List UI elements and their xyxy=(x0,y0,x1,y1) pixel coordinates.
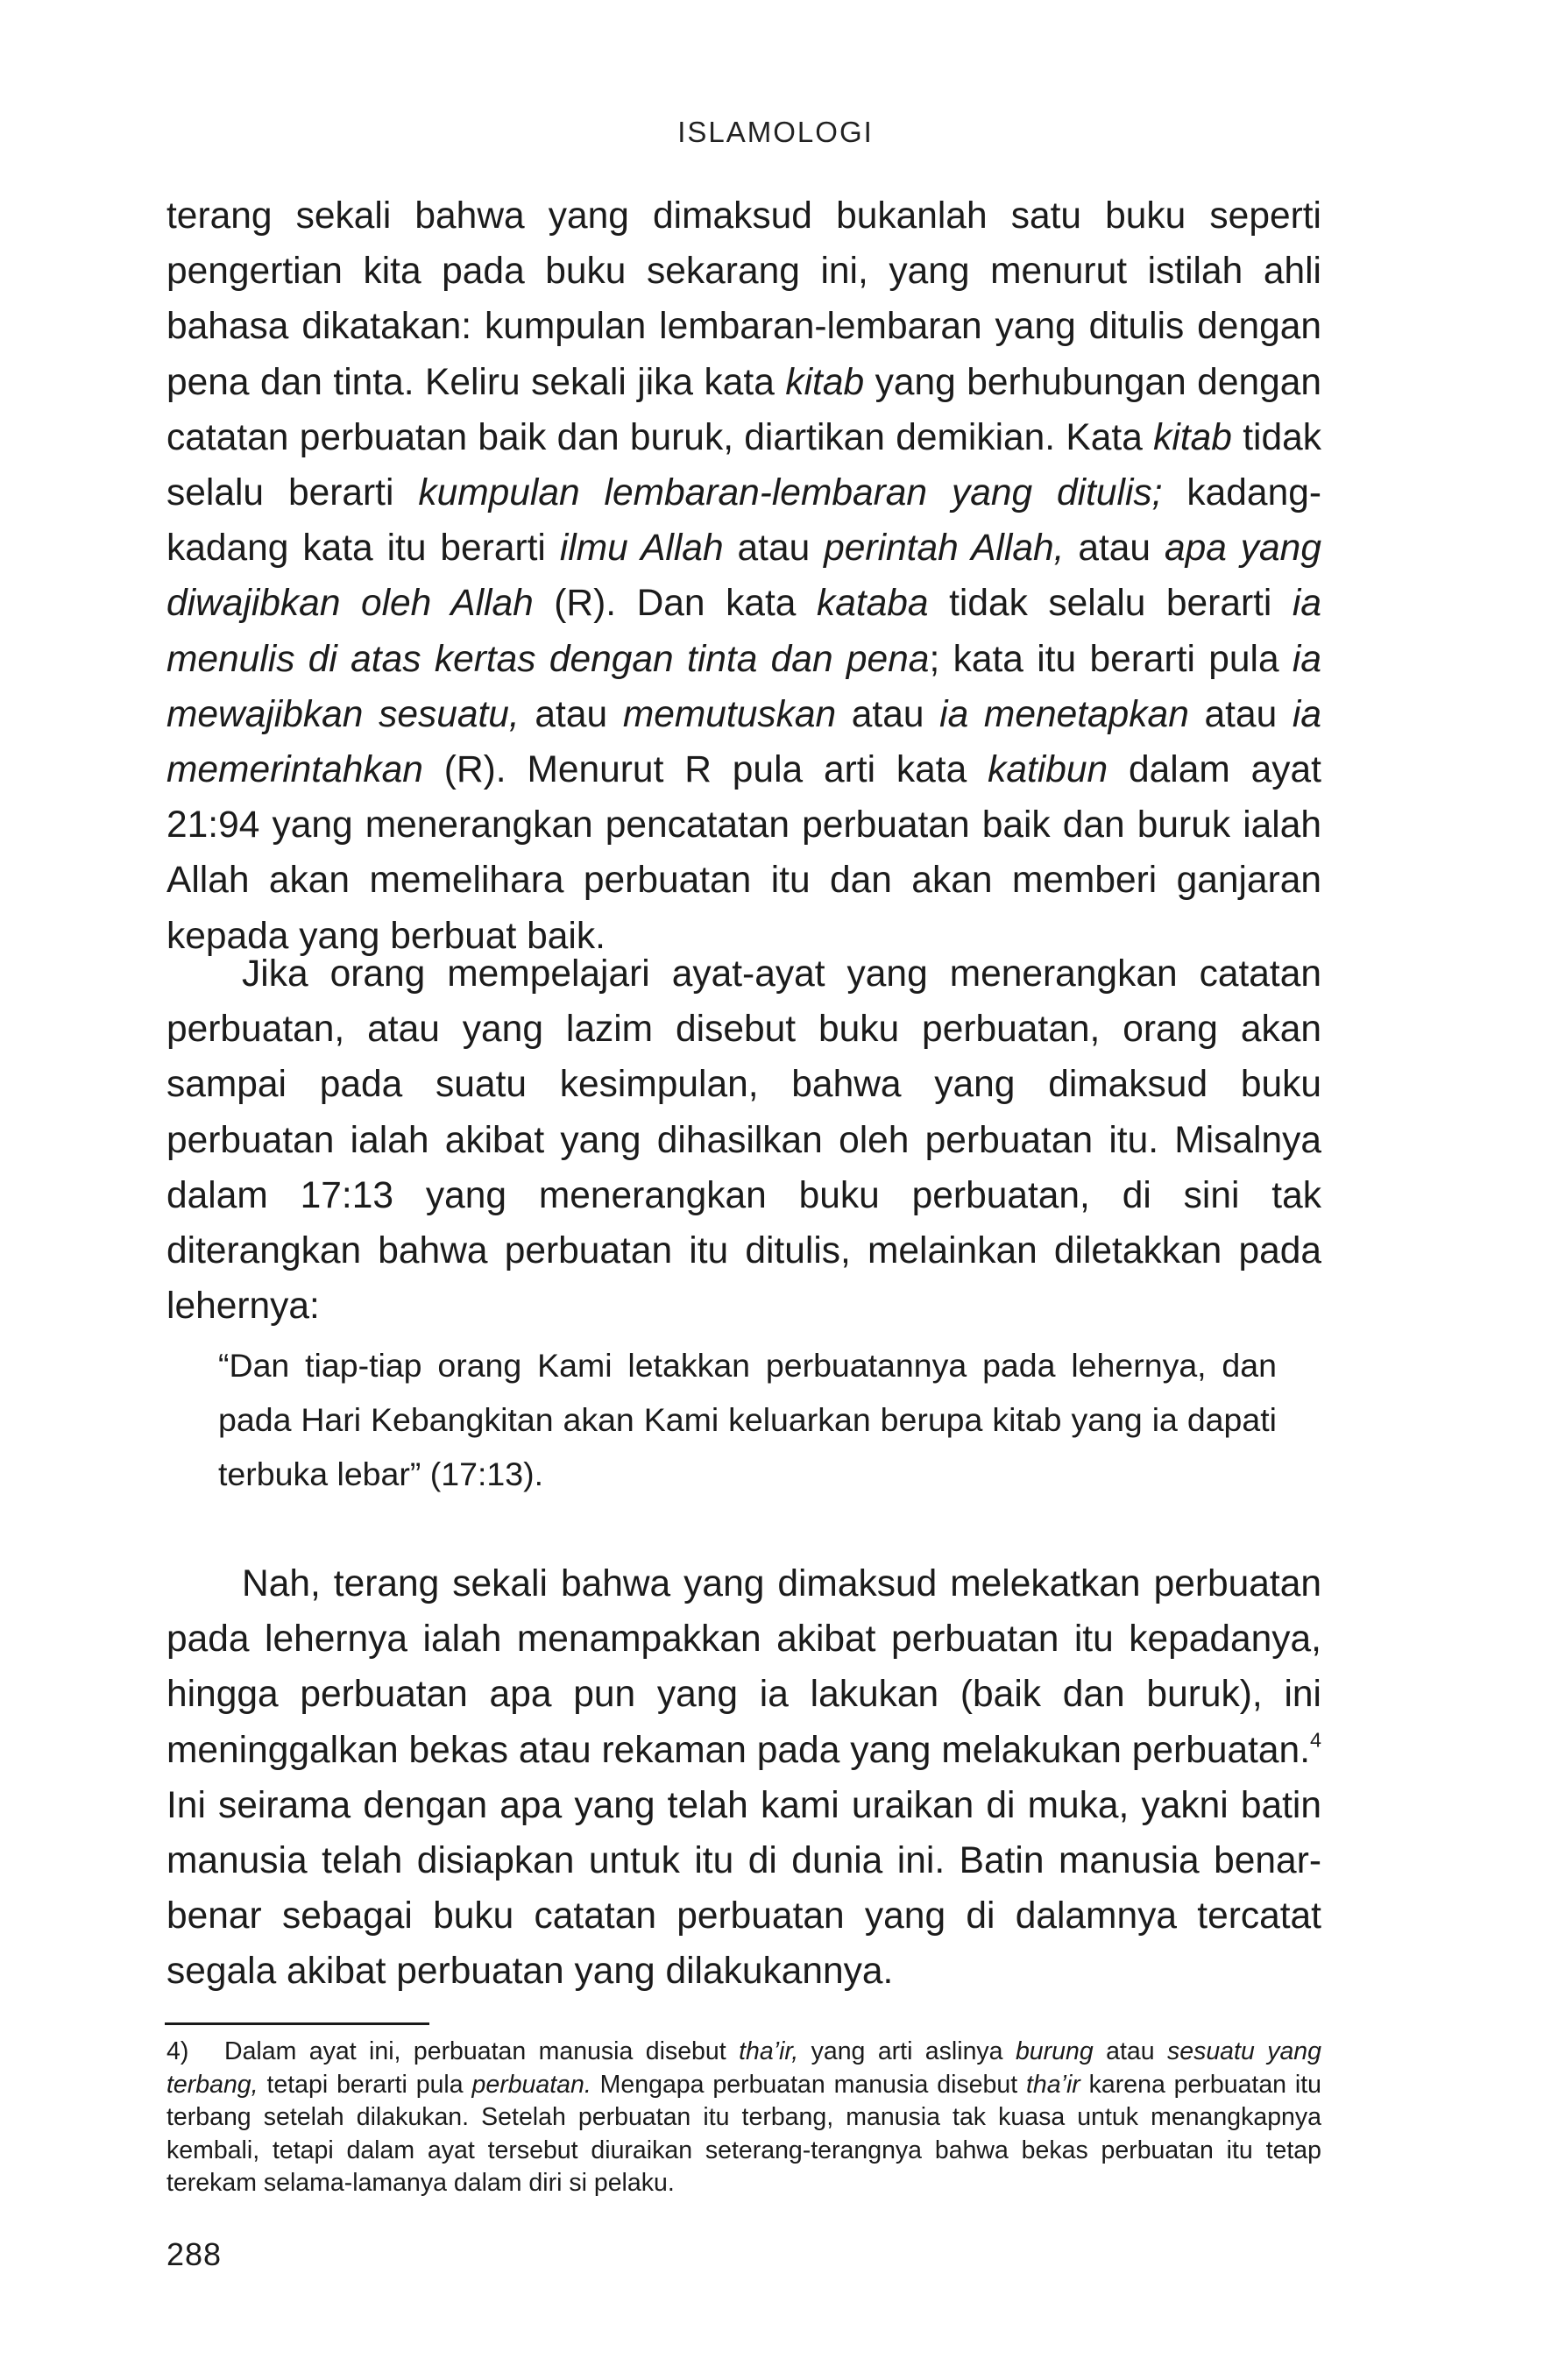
text-run: Ini seirama dengan apa yang telah kami uraikan di muka, yakni batin manusia telah disiapkan untuk itu di dunia ini. Batin manusia benar-benar sebagai buku catatan perbuatan yang di dalamnya tercatat segala akibat perbuatan yang dilakukannya. xyxy=(166,1784,1321,1993)
text-run: (R). Menurut R pula arti kata xyxy=(422,749,988,791)
text-run: atau xyxy=(1064,528,1165,570)
italic-term: kataba xyxy=(816,583,929,625)
italic-term: ia mewajibkan sesuatu, xyxy=(166,638,1321,735)
italic-term: katibun xyxy=(988,749,1108,791)
text-run: yang arti aslinya xyxy=(798,2037,1016,2065)
text-run: tidak selalu berarti xyxy=(166,416,1321,514)
footnote-ref[interactable]: 4 xyxy=(1310,1728,1321,1752)
text-run: atau xyxy=(1188,693,1292,735)
italic-term: memutuskan xyxy=(622,693,837,735)
italic-term: perbuatan. xyxy=(471,2070,591,2099)
italic-term: ia menetapkan xyxy=(939,693,1189,735)
text-run: tetapi berarti pula xyxy=(258,2070,472,2099)
text-run: ; kata itu berarti pula xyxy=(929,638,1292,680)
text-run: atau xyxy=(519,693,623,735)
text-run: dalam ayat 21:94 yang menerangkan pencatatan perbuatan baik dan buruk ialah Allah akan memelihara perbuatan itu dan akan memberi ganjaran kepada yang berbuat baik. xyxy=(166,749,1321,957)
text-run: yang berhubungan dengan catatan perbuatan baik dan buruk, diartikan demikian. Kata xyxy=(166,361,1322,458)
paragraph-3 xyxy=(166,1556,1321,2000)
italic-term: ilmu Allah xyxy=(559,528,724,570)
italic-term: perintah Allah, xyxy=(824,528,1065,570)
paragraph-1 xyxy=(166,188,1321,964)
text-run: karena perbuatan itu terbang setelah dilakukan. Setelah perbuatan itu terbang, manusia tak kuasa untuk menangkapnya kembali, tetapi dalam ayat tersebut diuraikan seterang-terangnya bahwa bekas perbuatan itu tetap terekam selama-lamanya dalam diri si pelaku. xyxy=(166,2070,1322,2198)
running-head: ISLAMOLOGI xyxy=(677,116,874,148)
text-run: kadang-kadang kata itu berarti xyxy=(166,472,1321,570)
italic-term: sesuatu yang terbang, xyxy=(166,2037,1321,2099)
text-run: Dalam ayat ini, perbuatan manusia disebut xyxy=(224,2037,740,2065)
text-run: tidak selalu berarti xyxy=(928,583,1292,625)
footnote-divider xyxy=(165,2022,429,2025)
text-run: terang sekali bahwa yang dimaksud bukanlah satu buku seperti pengertian kita pada buku sekarang ini, yang menurut istilah ahli bahasa dikatakan: kumpulan lembaran-lembaran yang ditulis dengan pena dan tinta. Keliru sekali jika kata xyxy=(166,195,1321,403)
italic-term: tha’ir, xyxy=(739,2037,799,2065)
text-run: (R). Dan kata xyxy=(533,583,817,625)
italic-term: burung xyxy=(1015,2037,1094,2065)
text-run: atau xyxy=(1093,2037,1167,2065)
italic-term: kumpulan lembaran-lembaran yang ditulis; xyxy=(418,472,1163,514)
italic-term: apa yang diwajibkan oleh Allah xyxy=(166,528,1321,625)
page-number: 288 xyxy=(166,2236,223,2272)
italic-term: kitab xyxy=(785,361,865,403)
paragraph-2-text: Jika orang mempelajari ayat-ayat yang menerangkan catatan perbuatan, atau yang lazim disebut buku perbuatan, orang akan sampai pada suatu kesimpulan, bahwa yang dimaksud buku perbuatan ialah akibat yang dihasilkan oleh perbuatan itu. Misalnya dalam 17:13 yang menerangkan buku perbuatan, di sini tak diterangkan bahwa perbuatan itu ditulis, melainkan diletakkan pada lehernya: xyxy=(166,953,1321,1328)
text-run: Mengapa perbuatan manusia disebut xyxy=(591,2070,1026,2099)
footnote-number: 4) xyxy=(166,2037,189,2065)
italic-term: tha’ir xyxy=(1026,2070,1080,2099)
italic-term: ia memerintahkan xyxy=(166,693,1321,791)
text-run: atau xyxy=(723,528,825,570)
paragraph-2 xyxy=(166,946,1321,1334)
italic-term: ia menulis di atas kertas dengan tinta dan pena xyxy=(166,583,1321,680)
text-run: Nah, terang sekali bahwa yang dimaksud melekatkan perbuatan pada lehernya ialah menampakkan akibat perbuatan itu kepadanya, hingga perbuatan apa pun yang ia lakukan (baik dan buruk), ini meninggalkan bekas atau rekaman pada yang melakukan perbuatan. xyxy=(166,1563,1321,1771)
italic-term: kitab xyxy=(1153,416,1232,458)
footnote-4 xyxy=(166,2036,1321,2200)
quran-quote: “Dan tiap-tiap orang Kami letakkan perbuatannya pada lehernya, dan pada Hari Kebangkitan akan Kami keluarkan berupa kitab yang ia dapati terbuka lebar” (17:13). xyxy=(218,1347,1277,1492)
text-run: atau xyxy=(836,693,940,735)
